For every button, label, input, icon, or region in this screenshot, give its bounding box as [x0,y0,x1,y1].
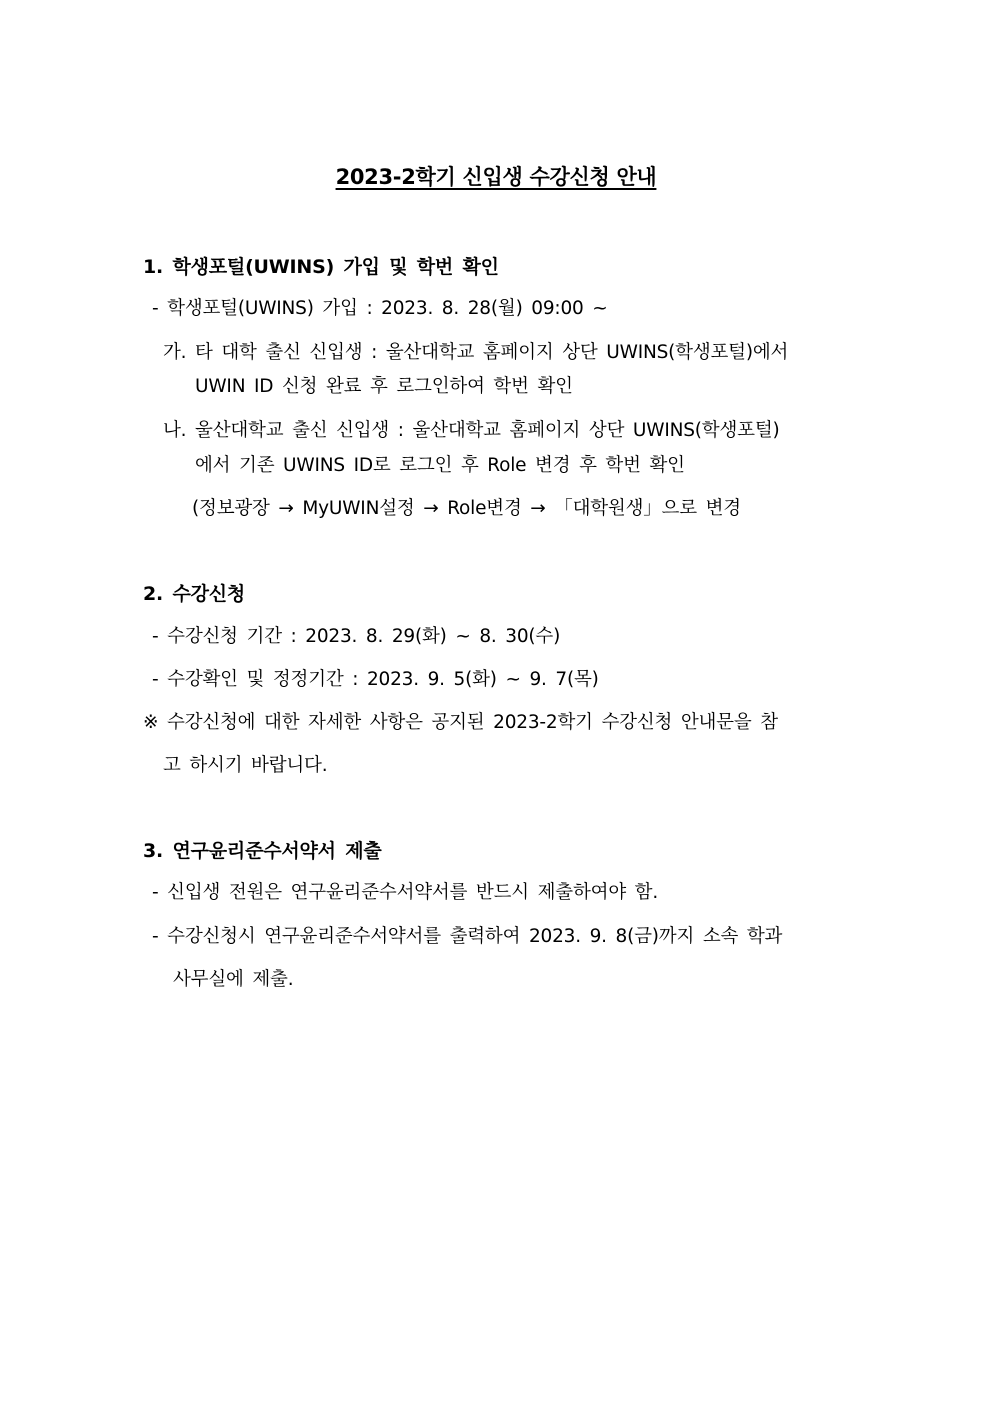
section-2-line-2: - 수강확인 및 정정기간 : 2023. 9. 5(화) ~ 9. 7(목) [152,669,599,690]
document-title-text: 2023-2학기 신입생 수강신청 안내 [335,165,657,189]
section-1-line-5: 에서 기존 UWINS ID로 로그인 후 Role 변경 후 학번 확인 [195,455,685,476]
section-3-line-3: 사무실에 제출. [173,969,294,990]
section-2-line-3: ※ 수강신청에 대한 자세한 사항은 공지된 2023-2학기 수강신청 안내문을 참 [143,712,778,733]
section-1-heading: 1. 학생포털(UWINS) 가입 및 학번 확인 [143,256,499,278]
section-1-line-3: UWIN ID 신청 완료 후 로그인하여 학번 확인 [195,376,573,397]
section-1-line-4: 나. 울산대학교 출신 신입생 : 울산대학교 홈페이지 상단 UWINS(학생포털) [163,420,780,441]
section-2-heading: 2. 수강신청 [143,583,246,605]
section-3-line-1: - 신입생 전원은 연구윤리준수서약서를 반드시 제출하여야 함. [152,882,659,903]
section-1-line-1: - 학생포털(UWINS) 가입 : 2023. 8. 28(월) 09:00 ~ [152,298,608,319]
section-2-line-4: 고 하시기 바랍니다. [163,755,328,776]
section-2-line-1: - 수강신청 기간 : 2023. 8. 29(화) ~ 8. 30(수) [152,626,561,647]
section-1-line-2: 가. 타 대학 출신 신입생 : 울산대학교 홈페이지 상단 UWINS(학생포털)에서 [163,342,789,363]
section-1-line-6: (정보광장 → MyUWIN설정 → Role변경 → 「대학원생」으로 변경 [192,498,741,519]
section-3-heading: 3. 연구윤리준수서약서 제출 [143,840,382,862]
document-title [0,161,992,191]
section-3-line-2: - 수강신청시 연구윤리준수서약서를 출력하여 2023. 9. 8(금)까지 소속 학과 [152,926,783,947]
